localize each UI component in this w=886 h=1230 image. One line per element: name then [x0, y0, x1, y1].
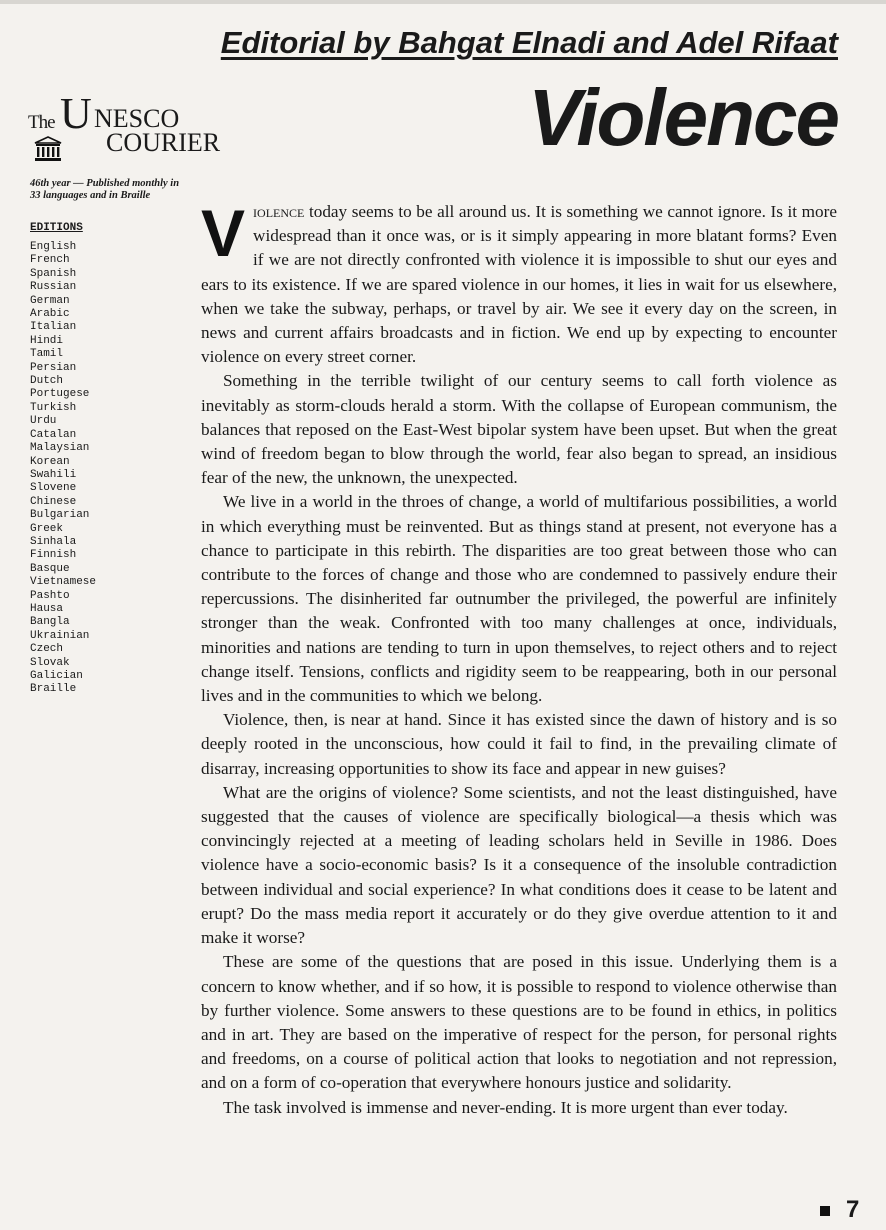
edition-item: Bulgarian [30, 509, 90, 522]
unesco-temple-icon [34, 136, 62, 162]
logo-courier: COURIER [106, 128, 221, 157]
edition-item: Pashto [30, 589, 70, 602]
end-mark-square [820, 1206, 830, 1216]
edition-item: Spanish [30, 267, 77, 280]
editorial-body [201, 196, 837, 1120]
edition-item: Arabic [30, 308, 70, 321]
editorial-byline: Editorial by Bahgat Elnadi and Adel Rifaat [220, 25, 838, 60]
drop-cap: V [201, 196, 246, 270]
unesco-courier-logo [28, 88, 238, 168]
edition-item: Slovak [30, 656, 70, 669]
edition-item: Ukrainian [30, 629, 90, 642]
lead-word: iolence [253, 202, 305, 221]
page-title: Violence [527, 73, 838, 162]
edition-item: Czech [30, 643, 64, 656]
paragraph-3: We live in a world in the throes of change, a world of multifarious possibilities, a world in which everything must be reinvented. But as things stand at present, not everyone has a chance to participate in this rebirth. The disparities are too great between those who can contribute to the forces of change and those who are condemned to passively endure their repercussions. The disinherited far outnumber the privileged, the powerful are infinitely stronger than the weak. Confronted with too many challenges at once, individuals, minorities and nations are tending to turn in upon themselves, to reject others and to reject change itself. Tensions, conflicts and rigidity seem to be reappearing, both in our personal lives and in the communities to which we belong. [201, 492, 837, 706]
edition-item: Greek [30, 522, 64, 535]
edition-item: Korean [30, 455, 70, 468]
paragraph-1 [201, 196, 837, 369]
edition-item: Braille [30, 683, 77, 696]
edition-item: English [30, 241, 77, 253]
edition-item: Catalan [30, 428, 77, 441]
edition-item: Tamil [30, 348, 64, 361]
paragraph-2: Something in the terrible twilight of our century seems to call forth violence as inevitably as storm-clouds herald a storm. With the collapse of European communism, the balances that reposed on the East-West bipolar system have been upset. But when the great wind of freedom began to blow through the world, fear also began to spread, an insidious fear of the new, the unknown, the unexpected. [201, 371, 837, 488]
edition-item: Malaysian [30, 442, 90, 455]
edition-item: Turkish [30, 401, 77, 414]
edition-item: Finnish [30, 549, 77, 562]
edition-item: Basque [30, 562, 70, 575]
edition-item: Sinhala [30, 535, 77, 548]
edition-item: Italian [30, 321, 77, 334]
tagline: 46th year — Published monthly in 33 languages and in Braille [30, 178, 180, 201]
edition-item: German [30, 294, 70, 307]
paragraph-7: The task involved is immense and never-ending. It is more urgent than ever today. [223, 1097, 788, 1117]
paragraph-6: These are some of the questions that are posed in this issue. Underlying them is a concern to know whether, and if so how, it is possible to respond to violence otherwise than by further violence. Some answers to these questions are to be found in ethics, in politics and in art. They are based on the imperative of respect for the person, for personal rights and freedoms, on a course of political action that looks to negotiation and not repression, and on a form of co-operation that everywhere honours justice and solidarity. [201, 952, 837, 1093]
paragraph-4: Violence, then, is near at hand. Since it has existed since the dawn of history and is so deeply rooted in the unconscious, how could it fail to find, in the prevailing climate of disarray, increasing opportunities to show its face and appear in new guises? [201, 710, 837, 778]
edition-item: Chinese [30, 495, 77, 508]
editions-list [30, 241, 96, 697]
logo-the: The [28, 112, 55, 133]
logo-u: U [60, 89, 92, 138]
edition-item: Portugese [30, 388, 90, 401]
edition-item: Hindi [30, 334, 64, 347]
edition-item: Russian [30, 281, 77, 294]
edition-item: Galician [30, 670, 83, 682]
logo-nesco: NESCO [94, 104, 180, 133]
edition-item: Dutch [30, 375, 64, 388]
paragraph-5: What are the origins of violence? Some scientists, and not the least distinguished, have suggested that the causes of violence are specifically biological—a thesis which was convincingly rejected at a meeting of leading scholars held in Seville in 1986. Does violence have a socio-economic basis? Is it a consequence of the insoluble contradiction between individual and social experience? In what conditions does it cease to be latent and erupt? Do the mass media report it accurately or do they give overdue attention to it and make it worse? [201, 782, 837, 948]
edition-item: Bangla [30, 616, 70, 629]
top-rule [0, 0, 886, 4]
edition-item: Vietnamese [30, 576, 97, 589]
page-number: 7 [846, 1196, 860, 1223]
edition-item: French [30, 254, 70, 267]
edition-item: Slovene [30, 482, 77, 495]
editions-heading: EDITIONS [30, 222, 83, 234]
edition-item: Persian [30, 361, 77, 374]
edition-item: Urdu [30, 415, 57, 428]
edition-item: Swahili [30, 468, 77, 481]
paragraph-1-text: today seems to be all around us. It is something we cannot ignore. Is it more widespread than it once was, or is it simply appearing in more blatant forms? Even if we are not directly confronted with violence it is impossible to shut our eyes and ears to its existence. If we are spared violence in our homes, it lies in wait for us elsewhere, when we take the subway, perhaps, or travel by air. We see it every day on the screen, in news and current affairs broadcasts and in fiction. We end up by expecting to encounter violence on every street corner. [201, 202, 837, 367]
edition-item: Hausa [30, 602, 64, 615]
